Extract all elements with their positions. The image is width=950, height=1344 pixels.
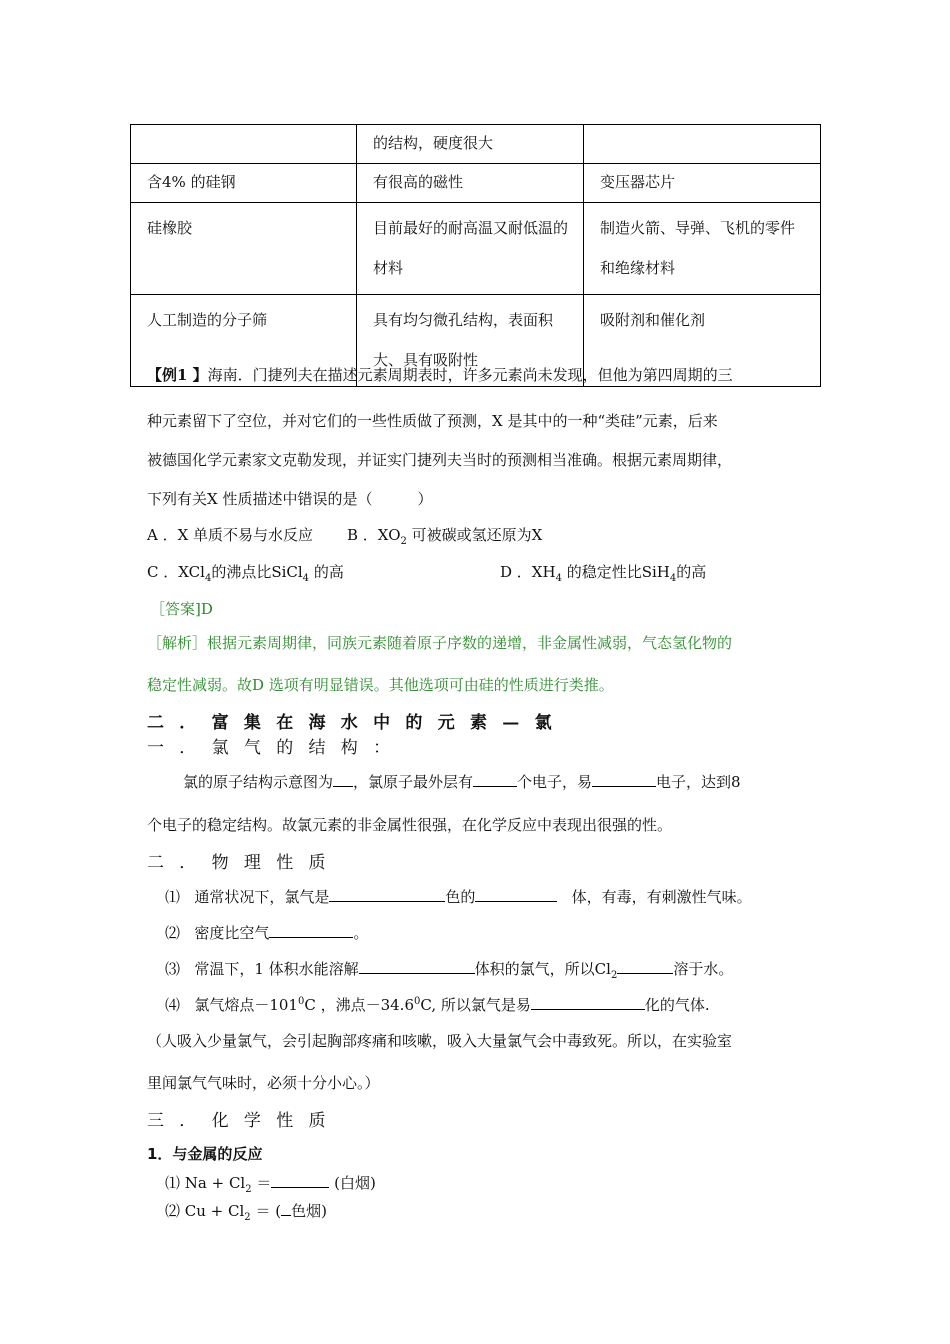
example-line-4: 下列有关X 性质描述中错误的是（ ） xyxy=(147,490,433,508)
table-cell: 具有均匀微孔结构，表面积大、具有吸附性 xyxy=(357,295,584,387)
table-cell: 含4% 的硅钢 xyxy=(131,164,357,203)
option-d: D ．$XH_4$ 的稳定性比SiH$_4$的高 xyxy=(500,563,707,584)
table-row xyxy=(131,125,821,164)
table-cell: 吸附剂和催化剂 xyxy=(584,295,821,387)
materials-table xyxy=(130,124,821,387)
option-c: C ．XCl$_4$的沸点比SiCl$_4$ 的高 xyxy=(147,563,344,584)
reaction-1: ⑴ $Na + Cl_2$ ＝ (白烟) xyxy=(165,1174,376,1195)
metal-reaction-heading: 1．与金属的反应 xyxy=(147,1145,263,1163)
physical-item-3: ⑶ 常温下，1 体积水能溶解 体积的氯气，所以$Cl_2$ 溶于水。 xyxy=(165,960,734,981)
table-row xyxy=(131,164,821,203)
analysis-line-1: ［解析］根据元素周期律，同族元素随着原子序数的递增，非金属性减弱，气态氢化物的 xyxy=(147,634,733,652)
subsection-title-structure: 一．氯气的结构： xyxy=(147,738,406,758)
note-line-2: 里闻氯气气味时，必须十分小心。） xyxy=(147,1074,380,1092)
option-b: B ．$XO_2$ 可被碳或氢还原为X xyxy=(347,526,543,547)
example-line-1 xyxy=(147,364,733,385)
option-a: A ．X 单质不易与水反应 xyxy=(147,526,314,544)
table-cell: 硅橡胶 xyxy=(131,203,357,295)
table-cell xyxy=(584,125,821,164)
physical-item-4: ⑷ 氯气熔点$-101^0C$ ，沸点$-34.6^0C$, 所以氯气是易 化的气体. xyxy=(165,996,710,1014)
example-line-3: 被德国化学元素家文克勒发现，并证实门捷列夫当时的预测相当准确。根据元素周期律， xyxy=(147,451,733,469)
subsection-title-physical: 二．物理性质 xyxy=(147,853,341,873)
table-cell: 人工制造的分子筛 xyxy=(131,295,357,387)
subsection-title-chemical: 三．化学性质 xyxy=(147,1111,341,1131)
example-text: 海南．门捷列夫在描述元素周期表时，许多元素尚未发现，但他为第四周期的三 xyxy=(207,366,733,384)
table-cell: 的结构，硬度很大 xyxy=(357,125,584,164)
table-cell: 制造火箭、导弹、飞机的零件和绝缘材料 xyxy=(584,203,821,295)
table-row xyxy=(131,203,821,295)
physical-item-1: ⑴ 通常状况下，氯气是 色的 体，有毒，有刺激性气味。 xyxy=(165,888,752,906)
analysis-line-2: 稳定性减弱。故D 选项有明显错误。其他选项可由硅的性质进行类推。 xyxy=(147,676,614,694)
note-line-1: （人吸入少量氯气，会引起胸部疼痛和咳嗽，吸入大量氯气会中毒致死。所以，在实验室 xyxy=(147,1032,733,1050)
physical-item-2: ⑵ 密度比空气 。 xyxy=(165,924,369,942)
structure-line-2: 个电子的稳定结构。故氯元素的非金属性很强，在化学反应中表现出很强的性。 xyxy=(147,816,673,834)
section-title: 二．富集在海水中的元素—氯 xyxy=(147,713,567,733)
example-label: 【例1 】 xyxy=(147,366,208,384)
table-cell: 变压器芯片 xyxy=(584,164,821,203)
table-cell xyxy=(131,125,357,164)
table-cell: 目前最好的耐高温又耐低温的材料 xyxy=(357,203,584,295)
example-line-2: 种元素留下了空位，并对它们的一些性质做了预测，X 是其中的一种“类硅”元素，后来 xyxy=(147,412,718,430)
reaction-2: ⑵ $Cu + Cl_2$ ＝ ( 色烟) xyxy=(165,1202,327,1223)
structure-line-1: 氯的原子结构示意图为 ，氯原子最外层有 个电子，易 电子，达到8 xyxy=(183,773,741,791)
answer: ［答案]D xyxy=(150,600,213,618)
table-cell: 有很高的磁性 xyxy=(357,164,584,203)
